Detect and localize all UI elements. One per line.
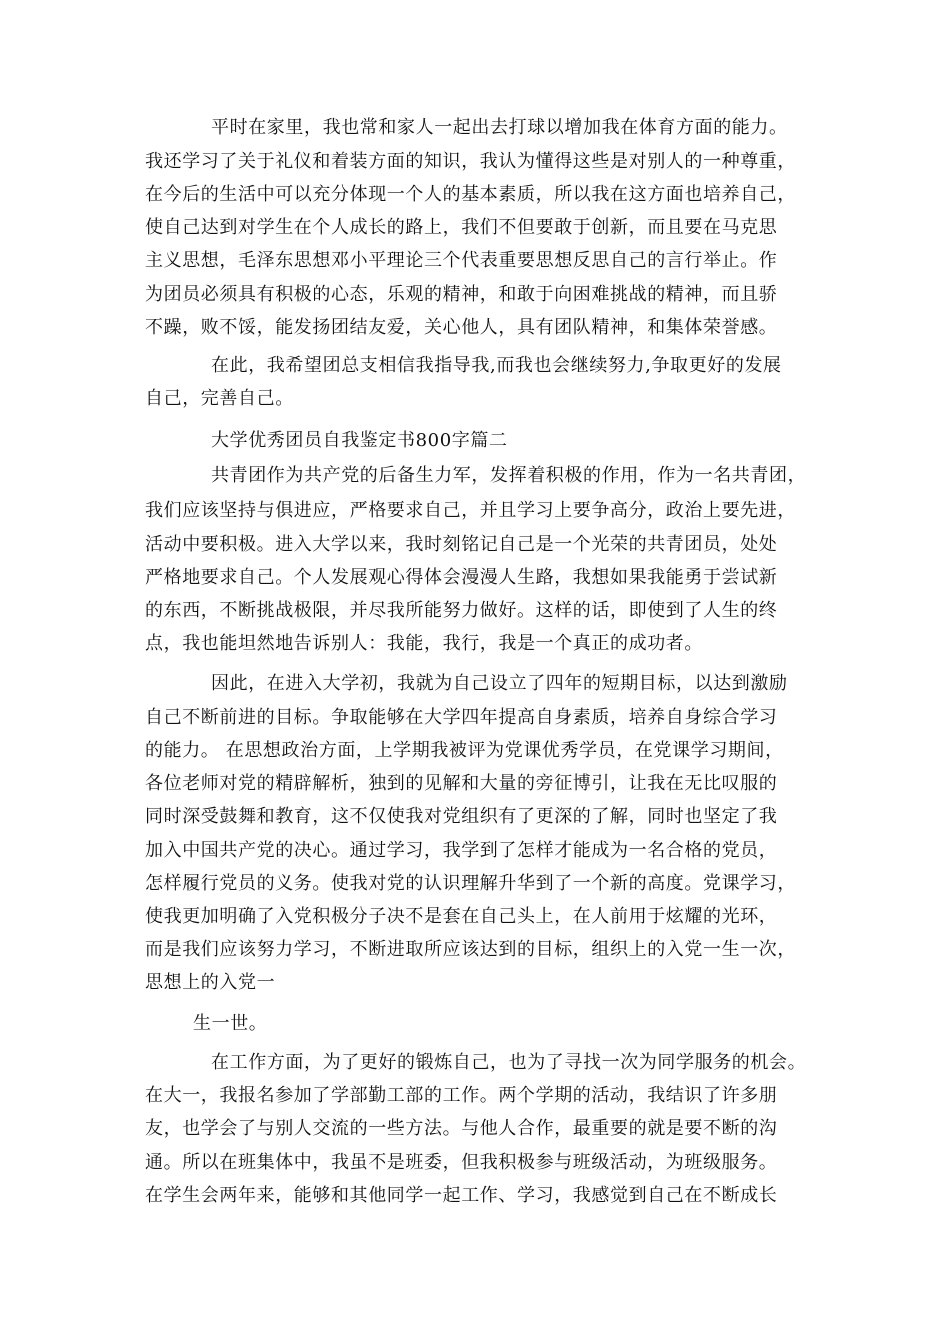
text-line: 在大一，我报名参加了学部勤工部的工作。两个学期的活动，我结识了许多朋 (145, 1085, 778, 1106)
text-line: 自己不断前进的目标。争取能够在大学四年提高自身素质，培养自身综合学习 (145, 707, 778, 728)
text-line: 使我更加明确了入党积极分子决不是套在自己头上，在人前用于炫耀的光环， (145, 906, 778, 927)
text-line: 的东西，不断挑战极限，并尽我所能努力做好。这样的话，即使到了人生的终 (145, 600, 778, 621)
text-line: 在此，我希望团总支相信我指导我,而我也会继续努力,争取更好的发展 (211, 355, 782, 376)
text-line: 共青团作为共产党的后备生力军，发挥着积极的作用，作为一名共青团， (211, 465, 807, 486)
text-line: 我们应该坚持与俱进应，严格要求自己，并且学习上要争高分，政治上要先进， (145, 500, 796, 521)
text-line: 在工作方面，为了更好的锻炼自己，也为了寻找一次为同学服务的机会。 (211, 1052, 807, 1073)
text-line: 点，我也能坦然地告诉别人：我能，我行，我是一个真正的成功者。 (145, 633, 703, 654)
text-line: 的能力。 在思想政治方面，上学期我被评为党课优秀学员，在党课学习期间， (145, 740, 784, 761)
text-line: 思想上的入党一 (145, 972, 276, 993)
text-line: 平时在家里，我也常和家人一起出去打球以增加我在体育方面的能力。 (211, 117, 788, 138)
section-heading: 大学优秀团员自我鉴定书800字篇二 (211, 430, 508, 451)
text-line: 自己，完善自己。 (145, 388, 294, 409)
text-line: 加入中国共产党的决心。通过学习，我学到了怎样才能成为一名合格的党员， (145, 840, 778, 861)
text-line: 各位老师对党的精辟解析，独到的见解和大量的旁征博引，让我在无比叹服的 (145, 773, 778, 794)
text-line: 使自己达到对学生在个人成长的路上，我们不但要敢于创新，而且要在马克思 (145, 217, 778, 238)
text-line: 因此，在进入大学初，我就为自己设立了四年的短期目标，以达到激励 (211, 673, 788, 694)
text-line: 友，也学会了与别人交流的一些方法。与他人合作，最重要的就是要不断的沟 (145, 1118, 778, 1139)
text-line: 严格地要求自己。个人发展观心得体会漫漫人生路，我想如果我能勇于尝试新 (145, 567, 778, 588)
text-line: 我还学习了关于礼仪和着装方面的知识，我认为懂得这些是对别人的一种尊重， (145, 151, 796, 172)
text-line: 生一世。 (193, 1013, 268, 1034)
text-line: 为团员必须具有积极的心态，乐观的精神，和敢于向困难挑战的精神，而且骄 (145, 284, 778, 305)
text-line: 通。所以在班集体中，我虽不是班委，但我积极参与班级活动，为班级服务。 (145, 1152, 778, 1173)
text-line: 怎样履行党员的义务。使我对党的认识理解升华到了一个新的高度。党课学习， (145, 873, 796, 894)
text-line: 不躁，败不馁，能发扬团结友爱，关心他人，具有团队精神，和集体荣誉感。 (145, 317, 778, 338)
text-line: 在学生会两年来，能够和其他同学一起工作、学习，我感觉到自己在不断成长 (145, 1185, 778, 1206)
text-line: 而是我们应该努力学习，不断进取所应该达到的目标，组织上的入党一生一次， (145, 939, 796, 960)
text-line: 在今后的生活中可以充分体现一个人的基本素质，所以我在这方面也培养自己， (145, 184, 796, 205)
text-line: 活动中要积极。进入大学以来，我时刻铭记自己是一个光荣的共青团员，处处 (145, 534, 778, 555)
text-line: 主义思想，毛泽东思想邓小平理论三个代表重要思想反思自己的言行举止。作 (145, 250, 778, 271)
text-line: 同时深受鼓舞和教育，这不仅使我对党组织有了更深的了解，同时也坚定了我 (145, 806, 778, 827)
